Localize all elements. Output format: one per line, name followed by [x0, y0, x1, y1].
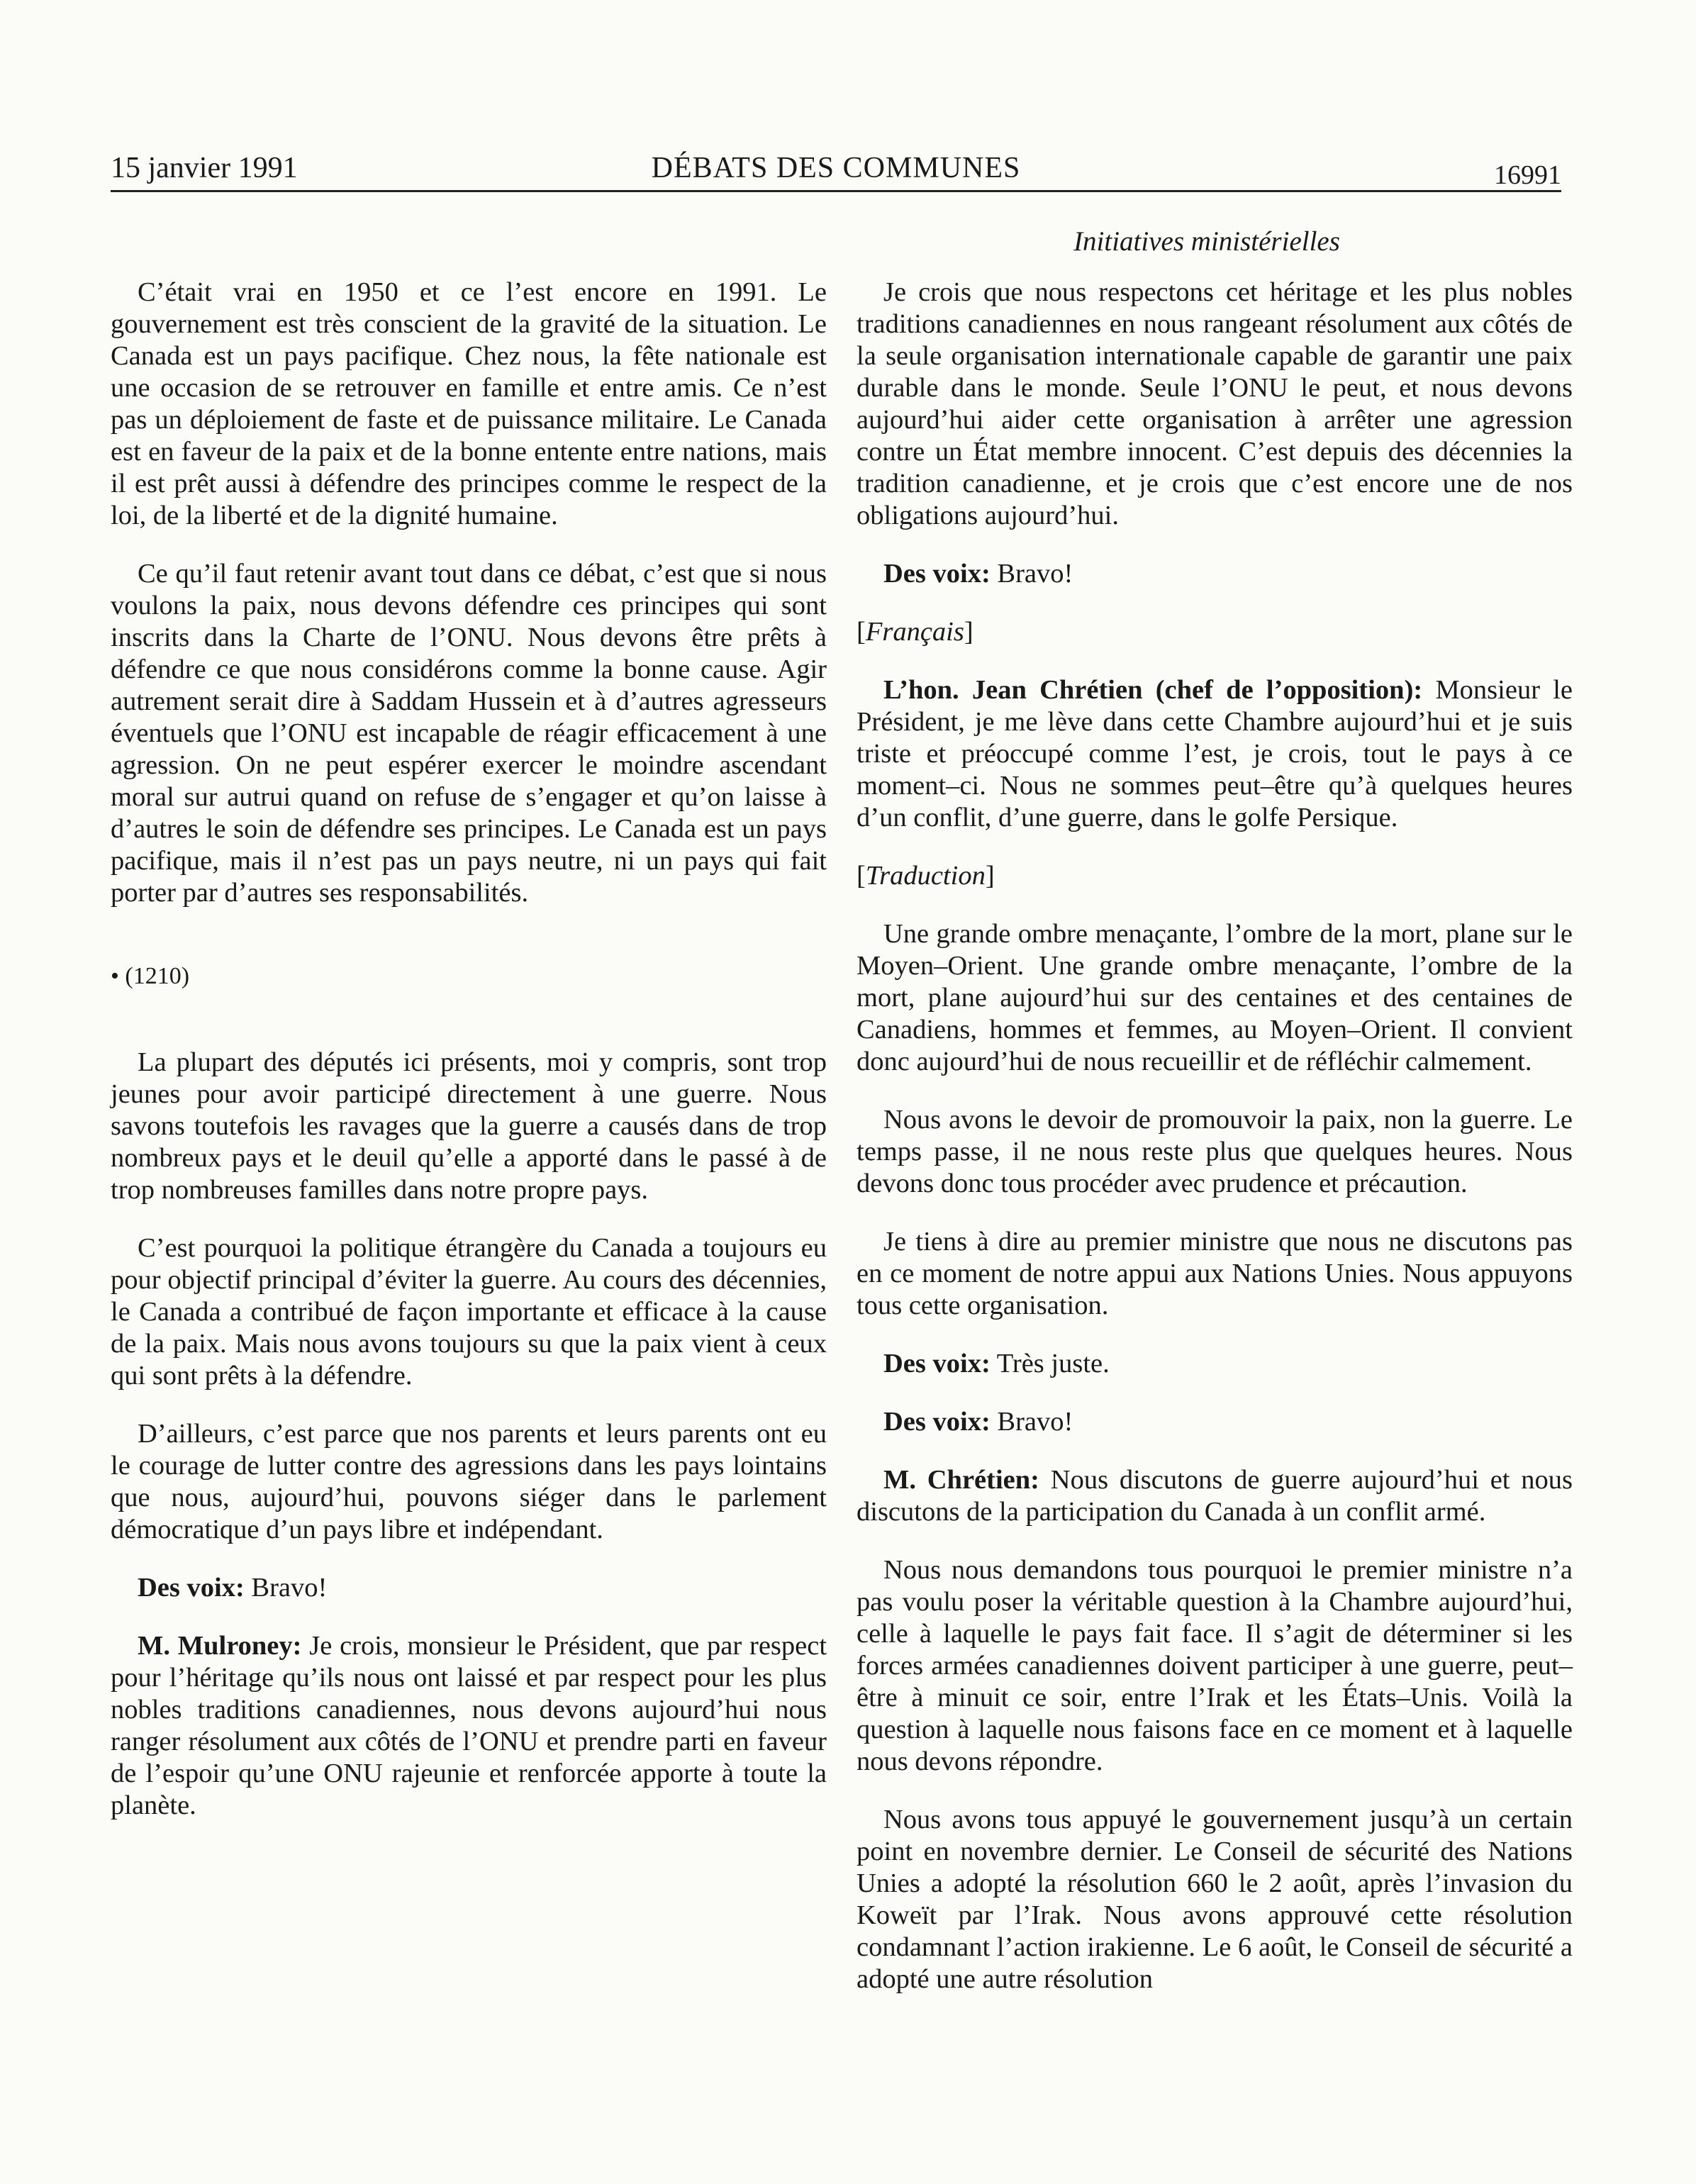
paragraph: Nous avons tous appuyé le gouvernement jusqu’à un certain point en novembre dernier. Le Conseil de sécurité des Nations Unies a adopté la résolution 660 le 2 août, après l’invasion du Koweït par l’Irak. Nous avons approuvé cette résolution condamnant l’action irakienne. Le 6 août, le Conseil de sécurité a adopté une autre résolution — [857, 1805, 1573, 1994]
right-column — [857, 277, 1573, 2022]
language-marker: [Traduction] — [857, 861, 995, 891]
language-marker: [Français] — [857, 617, 973, 647]
header-date: 15 janvier 1991 — [111, 152, 298, 184]
speech-text: Bravo! — [997, 1407, 1073, 1437]
paragraph: Nous nous demandons tous pourquoi le premier ministre n’a pas voulu poser la véritable question à la Chambre aujourd’hui, celle à laquelle le pays fait face. Il s’agit de déterminer si les forces armées canadiennes doivent participer à une guerre, peut–être à minuit ce soir, entre l’Irak et les États–Unis. Voilà la question à laquelle nous faisons face en ce moment et à laquelle nous devons répondre. — [857, 1555, 1573, 1776]
paragraph: C’est pourquoi la politique étrangère du Canada a toujours eu pour objectif principal d’éviter la guerre. Au cours des décennies, le Canada a contribué de façon importante et efficace à la cause de la paix. Mais nous avons toujours su que la paix vient à ceux qui sont prêts à la défendre. — [111, 1233, 827, 1391]
header-title: DÉBATS DES COMMUNES — [651, 152, 1021, 184]
page-number: 16991 — [1494, 160, 1561, 190]
speech-text: Je crois, monsieur le Président, que par respect pour l’héritage qu’ils nous ont laissé et par respect pour les plus nobles traditions canadiennes, nous devons aujourd’hui nous ranger résolument aux côtés de l’ONU et prendre parti en faveur de l’espoir qu’une ONU rajeunie et renforcée apporte à toute la planète. — [111, 1631, 827, 1820]
paragraph: Je crois que nous respectons cet héritage et les plus nobles traditions canadiennes en nous rangeant résolument aux côtés de la seule organisation internationale capable de garantir une paix durable dans le monde. Seule l’ONU le peut, et nous devons aujourd’hui aider cette organisation à arrêter une agression contre un État membre innocent. C’est depuis des décennies la tradition canadienne, et je crois que c’est encore une de nos obligations aujourd’hui. — [857, 277, 1573, 530]
paragraph: D’ailleurs, c’est parce que nos parents et leurs parents ont eu le courage de lutter contre des agressions dans les pays lointains que nous, aujourd’hui, pouvons siéger dans le parlement démocratique d’un pays libre et indépendant. — [111, 1419, 827, 1544]
language-label: Français — [865, 617, 964, 647]
speech — [857, 1464, 1573, 1528]
time-marker: • (1210) — [111, 963, 190, 989]
speaker-name: L’hon. Jean Chrétien (chef de l’opposition): — [883, 675, 1423, 705]
speaker-name: Des voix: — [138, 1573, 245, 1603]
speaker-name: Des voix: — [883, 1349, 991, 1378]
paragraph: Je tiens à dire au premier ministre que nous ne discutons pas en ce moment de notre appui aux Nations Unies. Nous appuyons tous cette organisation. — [857, 1227, 1573, 1320]
speech-text: Bravo! — [251, 1573, 328, 1603]
section-title: Initiatives ministérielles — [1073, 226, 1340, 257]
speech-text: Nous discutons de guerre aujourd’hui et nous discutons de la participation du Canada à un conflit armé. — [857, 1465, 1573, 1527]
speech — [857, 674, 1573, 834]
paragraph: Nous avons le devoir de promouvoir la paix, non la guerre. Le temps passe, il ne nous reste plus que quelques heures. Nous devons donc tous procéder avec prudence et précaution. — [857, 1105, 1573, 1198]
interjection — [857, 1348, 1573, 1380]
left-column — [111, 277, 827, 1848]
paragraph: Une grande ombre menaçante, l’ombre de la mort, plane sur le Moyen–Orient. Une grande ombre menaçante, l’ombre de la mort, plane aujourd’hui sur des centaines et des centaines de Canadiens, hommes et femmes, au Moyen–Orient. Il convient donc aujourd’hui de nous recueillir et de réfléchir calmement. — [857, 919, 1573, 1076]
speaker-name: M. Chrétien: — [883, 1465, 1039, 1495]
language-label: Traduction — [865, 861, 986, 891]
interjection — [111, 1572, 827, 1604]
paragraph: Ce qu’il faut retenir avant tout dans ce débat, c’est que si nous voulons la paix, nous devons défendre ces principes qui sont inscrits dans la Charte de l’ONU. Nous devons être prêts à défendre ce que nous considérons comme la bonne cause. Agir autrement serait dire à Saddam Hussein et à d’autres agresseurs éventuels que l’ONU est incapable de réagir efficacement à une agression. On ne peut espérer exercer le moindre ascendant moral sur autrui quand on refuse de s’engager et qu’on laisse à d’autres le soin de défendre ses principes. Le Canada est un pays pacifique, mais il n’est pas un pays neutre, ni un pays qui fait porter par d’autres ses responsabilités. — [111, 559, 827, 908]
page-header — [111, 149, 1561, 193]
speech — [111, 1630, 827, 1822]
speaker-name: M. Mulroney: — [138, 1631, 302, 1661]
paragraph: La plupart des députés ici présents, moi y compris, sont trop jeunes pour avoir participé directement à une guerre. Nous savons toutefois les ravages que la guerre a causés dans de trop nombreux pays et le deuil qu’elle a apporté dans le passé à de trop nombreuses familles dans notre propre pays. — [111, 1047, 827, 1205]
interjection — [857, 558, 1573, 590]
speaker-name: Des voix: — [883, 559, 991, 589]
speech-text: Bravo! — [997, 559, 1073, 589]
speech-text: Très juste. — [996, 1349, 1110, 1378]
header-rule — [111, 190, 1561, 192]
interjection — [857, 1406, 1573, 1438]
paragraph: C’était vrai en 1950 et ce l’est encore en 1991. Le gouvernement est très conscient de la gravité de la situation. Le Canada est un pays pacifique. Chez nous, la fête nationale est une occasion de se retrouver en famille et entre amis. Ce n’est pas un déploiement de faste et de puissance militaire. Le Canada est en faveur de la paix et de la bonne entente entre nations, mais il est prêt aussi à défendre des principes comme le respect de la loi, de la liberté et de la dignité humaine. — [111, 277, 827, 530]
speaker-name: Des voix: — [883, 1407, 991, 1437]
speech-text: Monsieur le Président, je me lève dans cette Chambre aujourd’hui et je suis triste et préoccupé comme l’est, je crois, tout le pays à ce moment–ci. Nous ne sommes peut–être qu’à quelques heures d’un conflit, d’une guerre, dans le golfe Persique. — [857, 675, 1573, 832]
